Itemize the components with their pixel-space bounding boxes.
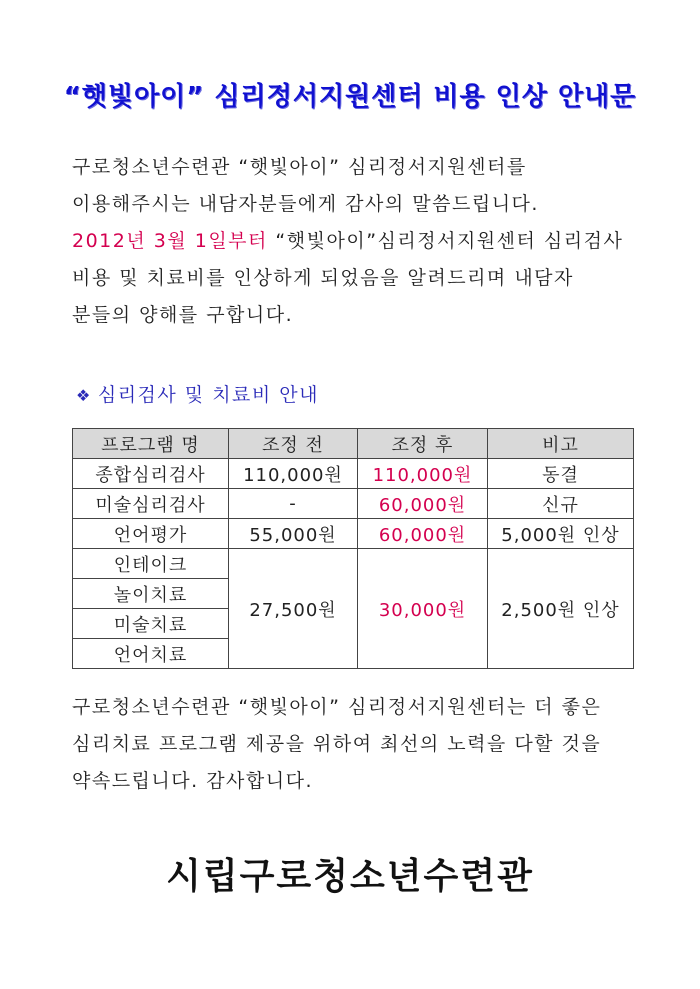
page-title: “햇빛아이” 심리정서지원센터 비용 인상 안내문 <box>63 82 637 112</box>
intro-line <box>72 223 632 260</box>
table-row <box>73 549 634 579</box>
closing-line: 약속드립니다. 감사합니다. <box>72 770 314 792</box>
cell-after: 60,000원 <box>358 519 488 549</box>
intro-line: 구로청소년수련관 “햇빛아이” 심리정서지원센터를 <box>72 156 527 178</box>
cell-note: 5,000원 인상 <box>488 519 634 549</box>
cell-before: 110,000원 <box>229 459 358 489</box>
intro-line-rest: “햇빛아이”심리정서지원센터 심리검사 <box>267 230 624 252</box>
cell-note: 2,500원 인상 <box>488 549 634 669</box>
cell-program: 언어치료 <box>73 639 229 669</box>
section-heading-text: 심리검사 및 치료비 안내 <box>97 384 320 406</box>
cell-after: 60,000원 <box>358 489 488 519</box>
table-row <box>73 489 634 519</box>
intro-line: 분들의 양해를 구합니다. <box>72 304 294 326</box>
date-highlight: 2012년 3월 1일부터 <box>72 230 268 252</box>
table-header-row <box>73 429 634 459</box>
cell-program: 언어평가 <box>73 519 229 549</box>
cell-program: 미술치료 <box>73 609 229 639</box>
section-heading <box>76 380 319 407</box>
header-before: 조정 전 <box>229 429 358 459</box>
cell-after: 30,000원 <box>358 549 488 669</box>
table-row <box>73 459 634 489</box>
cell-program: 종합심리검사 <box>73 459 229 489</box>
closing-paragraph <box>72 689 632 800</box>
intro-line: 비용 및 치료비를 인상하게 되었음을 알려드리며 내담자 <box>72 267 574 289</box>
cell-note: 신규 <box>488 489 634 519</box>
cell-before: 55,000원 <box>229 519 358 549</box>
cell-program: 인테이크 <box>73 549 229 579</box>
header-note: 비고 <box>488 429 634 459</box>
organization-name: 시립구로청소년수련관 <box>166 856 534 897</box>
cell-after: 110,000원 <box>358 459 488 489</box>
cell-note: 동결 <box>488 459 634 489</box>
header-program: 프로그램 명 <box>73 429 229 459</box>
intro-paragraph <box>72 149 632 334</box>
intro-line: 이용해주시는 내담자분들에게 감사의 말씀드립니다. <box>72 193 539 215</box>
fee-table <box>72 428 634 669</box>
cell-program: 놀이치료 <box>73 579 229 609</box>
header-after: 조정 후 <box>358 429 488 459</box>
cell-before: 27,500원 <box>229 549 358 669</box>
closing-line: 심리치료 프로그램 제공을 위하여 최선의 노력을 다할 것을 <box>72 733 602 755</box>
cell-program: 미술심리검사 <box>73 489 229 519</box>
closing-line: 구로청소년수련관 “햇빛아이” 심리정서지원센터는 더 좋은 <box>72 696 602 718</box>
diamond-bullet-icon: ❖ <box>76 386 92 405</box>
cell-before: - <box>229 489 358 519</box>
table-row <box>73 519 634 549</box>
